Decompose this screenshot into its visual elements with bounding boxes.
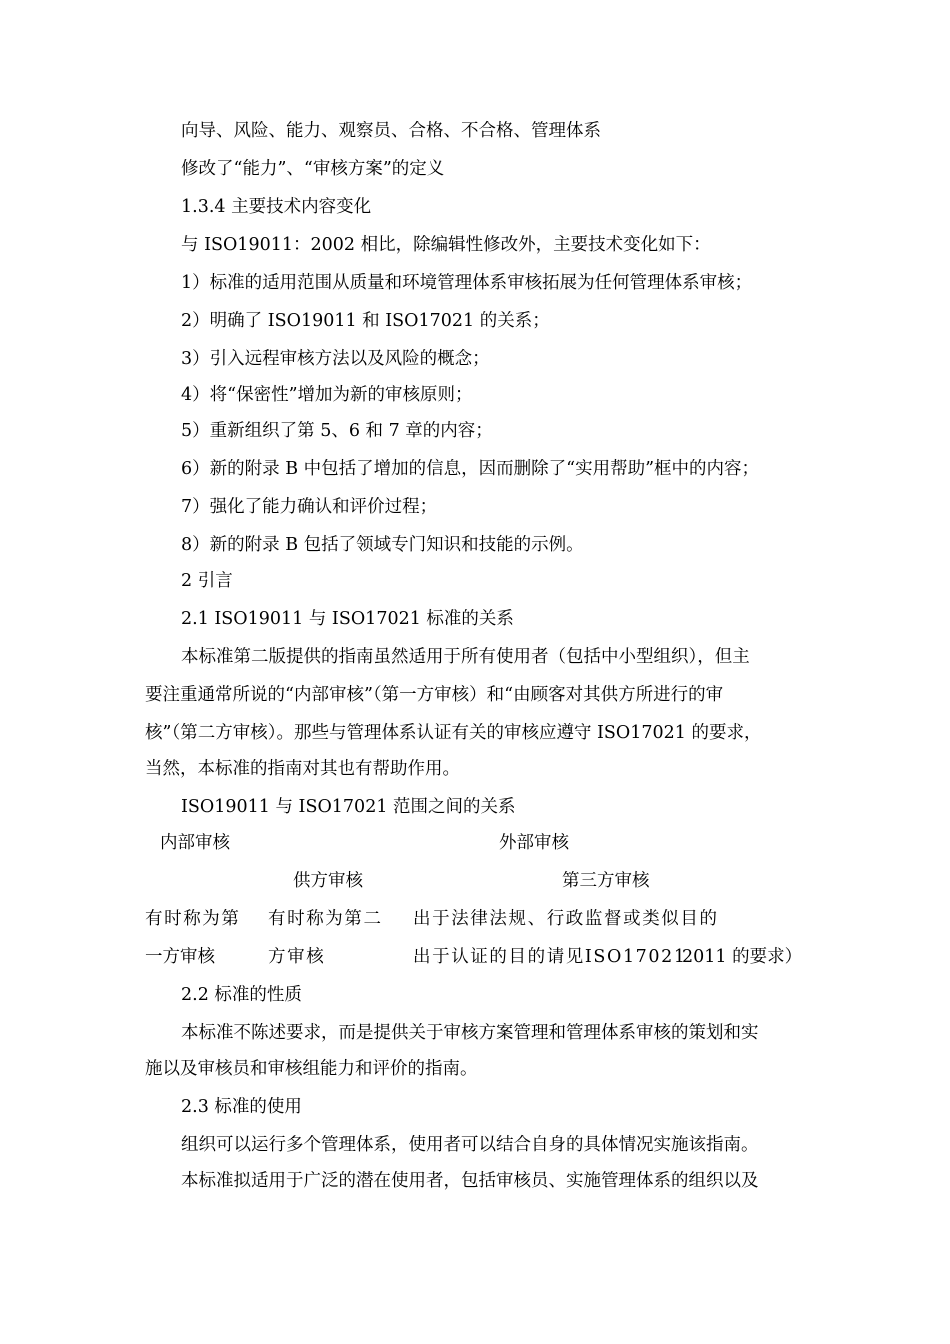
paragraph-line: 施以及审核员和审核组能力和评价的指南。 xyxy=(145,1059,478,1079)
list-item-3: 3）引入远程审核方法以及风险的概念； xyxy=(181,349,490,369)
terms-list-line: 向导、风险、能力、观察员、合格、不合格、管理体系 xyxy=(181,121,601,141)
first-party-cell-line2: 一方审核 xyxy=(145,947,215,967)
third-party-cell-line2: 出于认证的目的请见ISO17021 xyxy=(413,947,687,967)
list-item-4: 4）将“保密性”增加为新的审核原则； xyxy=(181,385,473,405)
section-heading-2-3: 2.3 标准的使用 xyxy=(181,1097,302,1117)
third-party-cell-line1: 出于法律法规、行政监督或类似目的 xyxy=(413,909,719,929)
internal-audit-header: 内部审核 xyxy=(160,833,230,853)
list-item-8: 8）新的附录 B 包括了领域专门知识和技能的示例。 xyxy=(181,535,584,555)
section-heading-2-2: 2.2 标准的性质 xyxy=(181,985,302,1005)
section-heading-2-1: 2.1 ISO19011 与 ISO17021 标准的关系 xyxy=(181,609,514,629)
definitions-note: 修改了“能力”、“审核方案”的定义 xyxy=(181,159,445,179)
first-party-cell-line1: 有时称为第 xyxy=(145,909,241,929)
third-party-cell-line2-end: 2011 的要求） xyxy=(682,947,803,967)
section-heading-2: 2 引言 xyxy=(181,571,233,591)
paragraph-line: 本标准第二版提供的指南虽然适用于所有使用者（包括中小型组织），但主 xyxy=(181,647,750,667)
table-caption: ISO19011 与 ISO17021 范围之间的关系 xyxy=(181,797,516,817)
supplier-audit-header: 供方审核 xyxy=(293,871,363,891)
paragraph-line: 当然，本标准的指南对其也有帮助作用。 xyxy=(145,759,460,779)
third-party-audit-header: 第三方审核 xyxy=(562,871,650,891)
paragraph-line: 本标准拟适用于广泛的潜在使用者，包括审核员、实施管理体系的组织以及 xyxy=(181,1171,759,1191)
list-item-5: 5）重新组织了第 5、6 和 7 章的内容； xyxy=(181,421,493,441)
paragraph-line: 组织可以运行多个管理体系，使用者可以结合自身的具体情况实施该指南。 xyxy=(181,1135,759,1155)
paragraph-line: 核”（第二方审核）。那些与管理体系认证有关的审核应遵守 ISO17021 的要求， xyxy=(145,723,762,743)
second-party-cell-line2: 方审核 xyxy=(268,947,326,967)
section-heading-1-3-4: 1.3.4 主要技术内容变化 xyxy=(181,197,372,217)
second-party-cell-line1: 有时称为第二 xyxy=(268,909,383,929)
paragraph-line: 要注重通常所说的“内部审核”（第一方审核）和“由顾客对其供方所进行的审 xyxy=(145,685,724,705)
list-item-1: 1）标准的适用范围从质量和环境管理体系审核拓展为任何管理体系审核； xyxy=(181,273,753,293)
list-item-2: 2）明确了 ISO19011 和 ISO17021 的关系； xyxy=(181,311,550,331)
list-item-7: 7）强化了能力确认和评价过程； xyxy=(181,497,438,517)
external-audit-header: 外部审核 xyxy=(499,833,569,853)
list-item-6: 6）新的附录 B 中包括了增加的信息，因而删除了“实用帮助”框中的内容； xyxy=(181,459,760,479)
paragraph-line: 与 ISO19011：2002 相比，除编辑性修改外，主要技术变化如下： xyxy=(181,235,711,255)
paragraph-line: 本标准不陈述要求，而是提供关于审核方案管理和管理体系审核的策划和实 xyxy=(181,1023,759,1043)
